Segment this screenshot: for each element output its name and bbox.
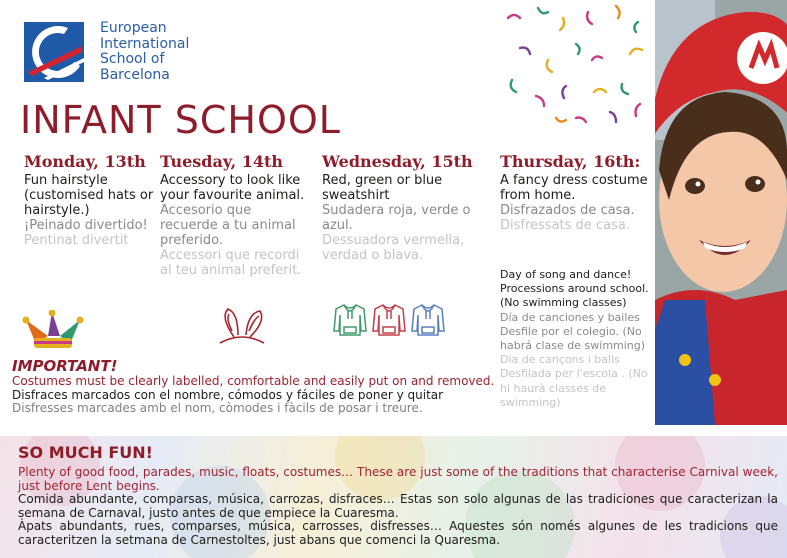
- day-title: Tuesday, 14th: [160, 152, 284, 171]
- day-title: Wednesday, 15th: [322, 152, 473, 171]
- fun-text-ca: Àpats abundants, rues, comparses, música, carrosses, disfresses… Aquestes són només algunes de les tradicions que caracteritzen la setmana de Carnestoltes, just abans que comenci la Quaresma.: [18, 519, 778, 547]
- day-text-ca: Disfressats de casa.: [500, 218, 630, 233]
- day-text-es: Disfrazados de casa.: [500, 203, 635, 218]
- sweatshirt-icon: [371, 301, 407, 337]
- day-text-en: Accessory to look like your favourite animal.: [160, 173, 305, 203]
- logo-icon: [24, 22, 84, 82]
- extra-text-es: Día de canciones y bailes Desfile por el colegio. (No habrá clase de swimming): [500, 310, 646, 353]
- fun-text: [18, 466, 778, 548]
- important-text-en: Costumes must be clearly labelled, comfortable and easily put on and removed.: [12, 374, 495, 388]
- important-text-es: Disfraces marcados con el nombre, cómodos y fáciles de poner y quitar: [12, 387, 444, 402]
- page-title: INFANT SCHOOL: [20, 98, 341, 142]
- day-text-ca: Dessuadora vermella, verdad o blava.: [322, 233, 465, 263]
- day-text-en: Red, green or blue sweatshirt: [322, 173, 443, 203]
- day-thursday: [500, 152, 650, 233]
- extra-text-ca: Dia de cançons i balls Desfilada per l'escola . (No hi haurà classes de swimming): [500, 353, 648, 409]
- school-name-line: International: [100, 35, 190, 52]
- day-text-es: Sudadera roja, verde o azul.: [322, 203, 471, 233]
- day-title: Monday, 13th: [24, 152, 146, 171]
- day-wednesday: [322, 152, 477, 263]
- jester-hat-icon: [22, 310, 84, 352]
- bunny-ears-icon: [214, 305, 270, 347]
- fun-text-en: Plenty of good food, parades, music, floats, costumes… These are just some of the traditions that characterise Carnival week, just before Lent begins.: [18, 465, 778, 493]
- confetti-icon: [498, 0, 653, 140]
- school-name-line: Barcelona: [100, 66, 170, 83]
- school-name-line: School of: [100, 51, 165, 67]
- child-photo: [655, 0, 787, 425]
- day-text-es: Accesorio que recuerde a tu animal preferido.: [160, 203, 296, 248]
- day-title: Thursday, 16th:: [500, 152, 641, 171]
- school-name: [100, 21, 220, 83]
- thursday-extra-note: [500, 268, 655, 410]
- day-text-es: ¡Peinado divertido!: [24, 218, 148, 233]
- important-title: IMPORTANT!: [12, 357, 118, 375]
- important-text-ca: Disfresses marcades amb el nom, còmodes i fàcils de posar i treure.: [12, 401, 423, 415]
- sweatshirt-icon: [332, 301, 368, 337]
- day-monday: [24, 152, 154, 248]
- fun-title: SO MUCH FUN!: [18, 443, 153, 462]
- fun-text-es: Comida abundante, comparsas, música, carrozas, disfraces… Estas son solo algunas de las tradiciones que caracterizan la semana de Carnaval, justo antes de que empiece la Cuaresma.: [18, 492, 778, 520]
- day-text-en: A fancy dress costume from home.: [500, 173, 648, 203]
- extra-text-en: Day of song and dance! Processions around school. (No swimming classes): [500, 268, 649, 310]
- day-text-ca: Accessori que recordi al teu animal preferit.: [160, 248, 302, 278]
- day-text-en: Fun hairstyle (customised hats or hairstyle.): [24, 173, 154, 218]
- important-notes: [12, 374, 495, 416]
- school-name-line: European: [100, 20, 167, 36]
- day-text-ca: Pentinat divertit: [24, 233, 129, 248]
- day-tuesday: [160, 152, 305, 278]
- sweatshirt-icon: [410, 301, 446, 337]
